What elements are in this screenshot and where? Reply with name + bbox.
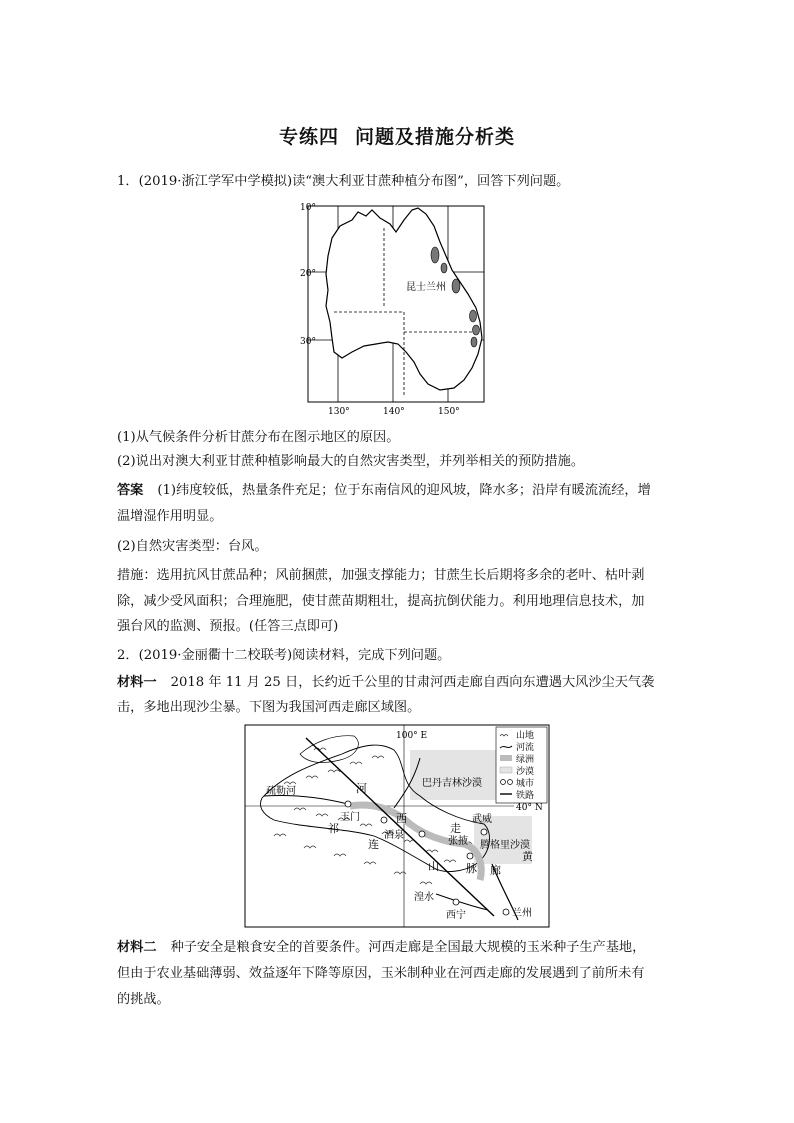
material-1-line-2: 击，多地出现沙尘暴。下图为我国河西走廊区域图。 <box>117 700 421 715</box>
label-yumen: 玉门 <box>340 812 360 823</box>
label-lang: 廊 <box>490 864 501 877</box>
legend-desert: 沙漠 <box>516 767 535 777</box>
answer-line-1 <box>117 481 651 501</box>
question-1-sub2: (2)说出对澳大利亚甘蔗种植影响最大的自然灾害类型，并列举相关的预防措施。 <box>117 454 585 469</box>
label-xi: 西 <box>396 812 407 825</box>
map-legend <box>496 727 547 803</box>
answer-line-6: 强台风的监测、预报。(任答三点即可) <box>117 619 339 634</box>
material-1-label: 材料一 <box>117 675 157 690</box>
label-badain-jaran: 巴丹吉林沙漠 <box>422 778 482 789</box>
answer-line-4: 措施：选用抗风甘蔗品种；风前捆蔗，加强支撑能力；甘蔗生长后期将多余的老叶、枯叶剥 <box>117 568 645 583</box>
title-number: 专练四 <box>278 126 339 148</box>
lat-10: 10° <box>300 203 316 213</box>
label-lanzhou: 兰州 <box>512 908 532 919</box>
material-2-line-3: 的挑战。 <box>117 992 170 1007</box>
lat-20: 20° <box>300 269 316 279</box>
material-2-line-1: 材料二 种子安全是粮食安全的首要条件。河西走廊是全国最大规模的玉米种子生产基地， <box>117 940 646 955</box>
legend-oasis: 绿洲 <box>516 755 535 765</box>
lon-150: 150° <box>438 407 460 417</box>
label-he: 河 <box>356 782 367 795</box>
label-huangshui: 湟水 <box>414 892 434 903</box>
answer-line-2: 温增湿作用明显。 <box>117 509 223 524</box>
label-mai: 脉 <box>466 862 477 875</box>
answer-line-3: (2)自然灾害类型：台风。 <box>117 539 268 554</box>
question-1-stem: 1．(2019·浙江学军中学模拟)读“澳大利亚甘蔗种植分布图”，回答下列问题。 <box>117 174 570 189</box>
page-title <box>0 122 794 149</box>
lat-30: 30° <box>300 337 316 347</box>
label-qi: 祁 <box>328 822 339 835</box>
label-lian: 连 <box>368 838 379 851</box>
queensland-label: 昆士兰州 <box>406 282 446 293</box>
label-jiuquan: 酒泉 <box>384 830 404 841</box>
question-1-sub1: (1)从气候条件分析甘蔗分布在图示地区的原因。 <box>117 430 400 445</box>
label-shan: 山 <box>428 860 439 873</box>
question-2-stem: 2．(2019·金丽衢十二校联考)阅读材料，完成下列问题。 <box>117 648 451 663</box>
label-shule-river: 疏勒河 <box>266 786 296 797</box>
label-100e: 100° E <box>396 731 428 741</box>
title-text: 问题及措施分析类 <box>355 126 516 148</box>
lon-140: 140° <box>383 407 405 417</box>
label-huang: 黄 <box>522 850 533 863</box>
badain-jaran-desert-shading <box>410 750 496 800</box>
label-40n: 40° N <box>516 803 543 813</box>
label-wuwei: 武威 <box>472 814 492 825</box>
legend-river: 河流 <box>516 743 535 753</box>
hexi-corridor-map <box>244 724 550 928</box>
material-1-line-1: 材料一 2018 年 11 月 25 日，长约近千公里的甘肃河西走廊自西向东遭遇大风沙尘天气袭 <box>117 675 655 690</box>
label-zhangye: 张掖 <box>448 836 468 847</box>
answer-line-5: 除，减少受风面积；合理施肥，使甘蔗苗期粗壮，提高抗倒伏能力。利用地理信息技术，加 <box>117 594 645 609</box>
material-2-line-2: 但由于农业基础薄弱、效益逐年下降等原因，玉米制种业在河西走廊的发展遇到了前所未有 <box>117 966 645 981</box>
legend-railway: 铁路 <box>516 791 535 801</box>
material-2-label: 材料二 <box>117 940 157 955</box>
legend-city: 城市 <box>516 779 535 789</box>
answer-text-1: (1)纬度较低，热量条件充足；位于东南信风的迎风坡，降水多；沿岸有暖流流经，增 <box>157 483 651 498</box>
answer-label: 答案 <box>117 483 144 498</box>
legend-mountain: 山地 <box>516 731 535 741</box>
lon-130: 130° <box>328 407 350 417</box>
label-xining: 西宁 <box>446 910 466 921</box>
label-zou: 走 <box>450 822 461 835</box>
label-tengger: 腾格里沙漠 <box>480 840 530 851</box>
australia-sugarcane-map <box>300 198 492 420</box>
